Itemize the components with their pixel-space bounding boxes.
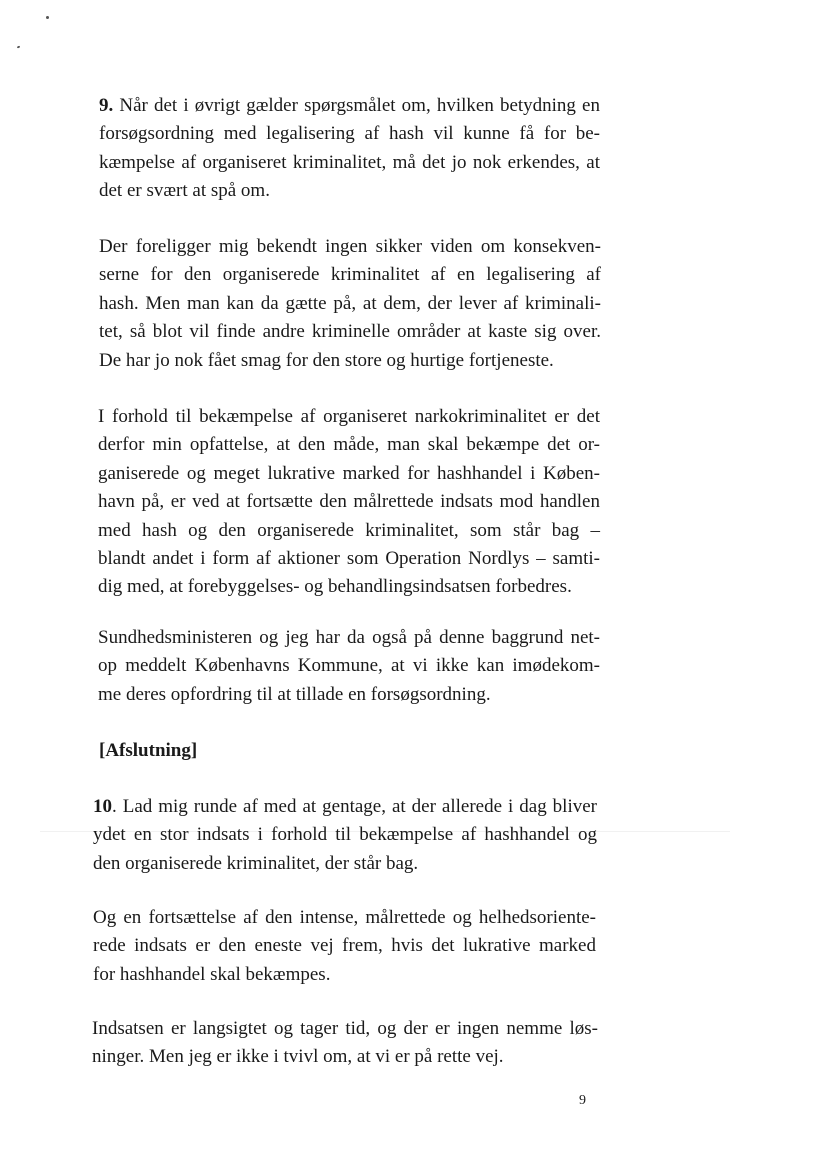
text-line: havn på, er ved at fortsætte den målrettede indsats mod handlen (98, 491, 600, 513)
text-line: tet, så blot vil finde andre kriminelle områder at kaste sig over. (99, 321, 601, 343)
text-line: for hashhandel skal bekæmpes. (93, 963, 331, 985)
text-line: serne for den organiserede kriminalitet af en legalisering af (99, 264, 601, 286)
text-line: De har jo nok fået smag for den store og hurtige fortjeneste. (99, 349, 554, 371)
text-line: rede indsats er den eneste vej frem, hvis det lukrative marked (93, 935, 596, 957)
paragraph (99, 233, 601, 375)
text-line: ganiserede og meget lukrative marked for hashhandel i Køben- (98, 462, 600, 484)
text-line: det er svært at spå om. (99, 180, 270, 202)
text-line: Og en fortsættelse af den intense, målrettede og helhedsoriente- (93, 907, 596, 928)
section-heading: [Afslutning] (99, 740, 198, 761)
text-line: ydet en stor indsats i forhold til bekæmpelse af hashhandel og (93, 824, 597, 846)
paragraph (98, 403, 600, 602)
text-line: blandt andet i form af aktioner som Operation Nordlys – samti- (98, 548, 600, 570)
text-line: forsøgsordning med legalisering af hash vil kunne få for be- (99, 123, 600, 145)
text-line: op meddelt Københavns Kommune, at vi ikke kan imødekom- (98, 655, 600, 677)
scan-speck (17, 45, 21, 48)
paragraph-9 (99, 92, 600, 206)
section-number: 10 (93, 796, 112, 817)
text-line: derfor min opfattelse, at den måde, man skal bekæmpe det or- (98, 434, 600, 456)
text-line: den organiserede kriminalitet, der står bag. (93, 852, 419, 874)
text-line: med hash og den organiserede kriminalitet, som står bag – (98, 519, 600, 541)
text-line: me deres opfordring til at tillade en forsøgsordning. (98, 683, 491, 705)
text-line: Sundhedsministeren og jeg har da også på denne baggrund net- (98, 627, 600, 648)
text-line: ninger. Men jeg er ikke i tvivl om, at vi er på rette vej. (92, 1046, 504, 1068)
text-line: Indsatsen er langsigtet og tager tid, og der er ingen nemme løs- (92, 1018, 598, 1039)
paragraph-10 (93, 793, 597, 878)
text-line: Der foreligger mig bekendt ingen sikker viden om konsekven- (99, 236, 601, 257)
paragraph (93, 904, 596, 989)
text-line: 10. Lad mig runde af med at gentage, at der allerede i dag bliver (93, 796, 597, 817)
text-line: hash. Men man kan da gætte på, at dem, der lever af kriminali- (99, 292, 601, 314)
text-line: kæmpelse af organiseret kriminalitet, må det jo nok erkendes, at (99, 151, 600, 173)
scan-speck (46, 16, 49, 19)
page-number: 9 (579, 1093, 586, 1108)
text-line: 9. Når det i øvrigt gælder spørgsmålet om, hvilken betydning en (99, 95, 600, 116)
paragraph (98, 624, 600, 709)
paragraph (92, 1015, 598, 1072)
text-line: I forhold til bekæmpelse af organiseret narkokriminalitet er det (98, 406, 600, 427)
section-number: 9. (99, 95, 114, 116)
text-line: dig med, at forebyggelses- og behandlingsindsatsen forbedres. (98, 576, 572, 598)
